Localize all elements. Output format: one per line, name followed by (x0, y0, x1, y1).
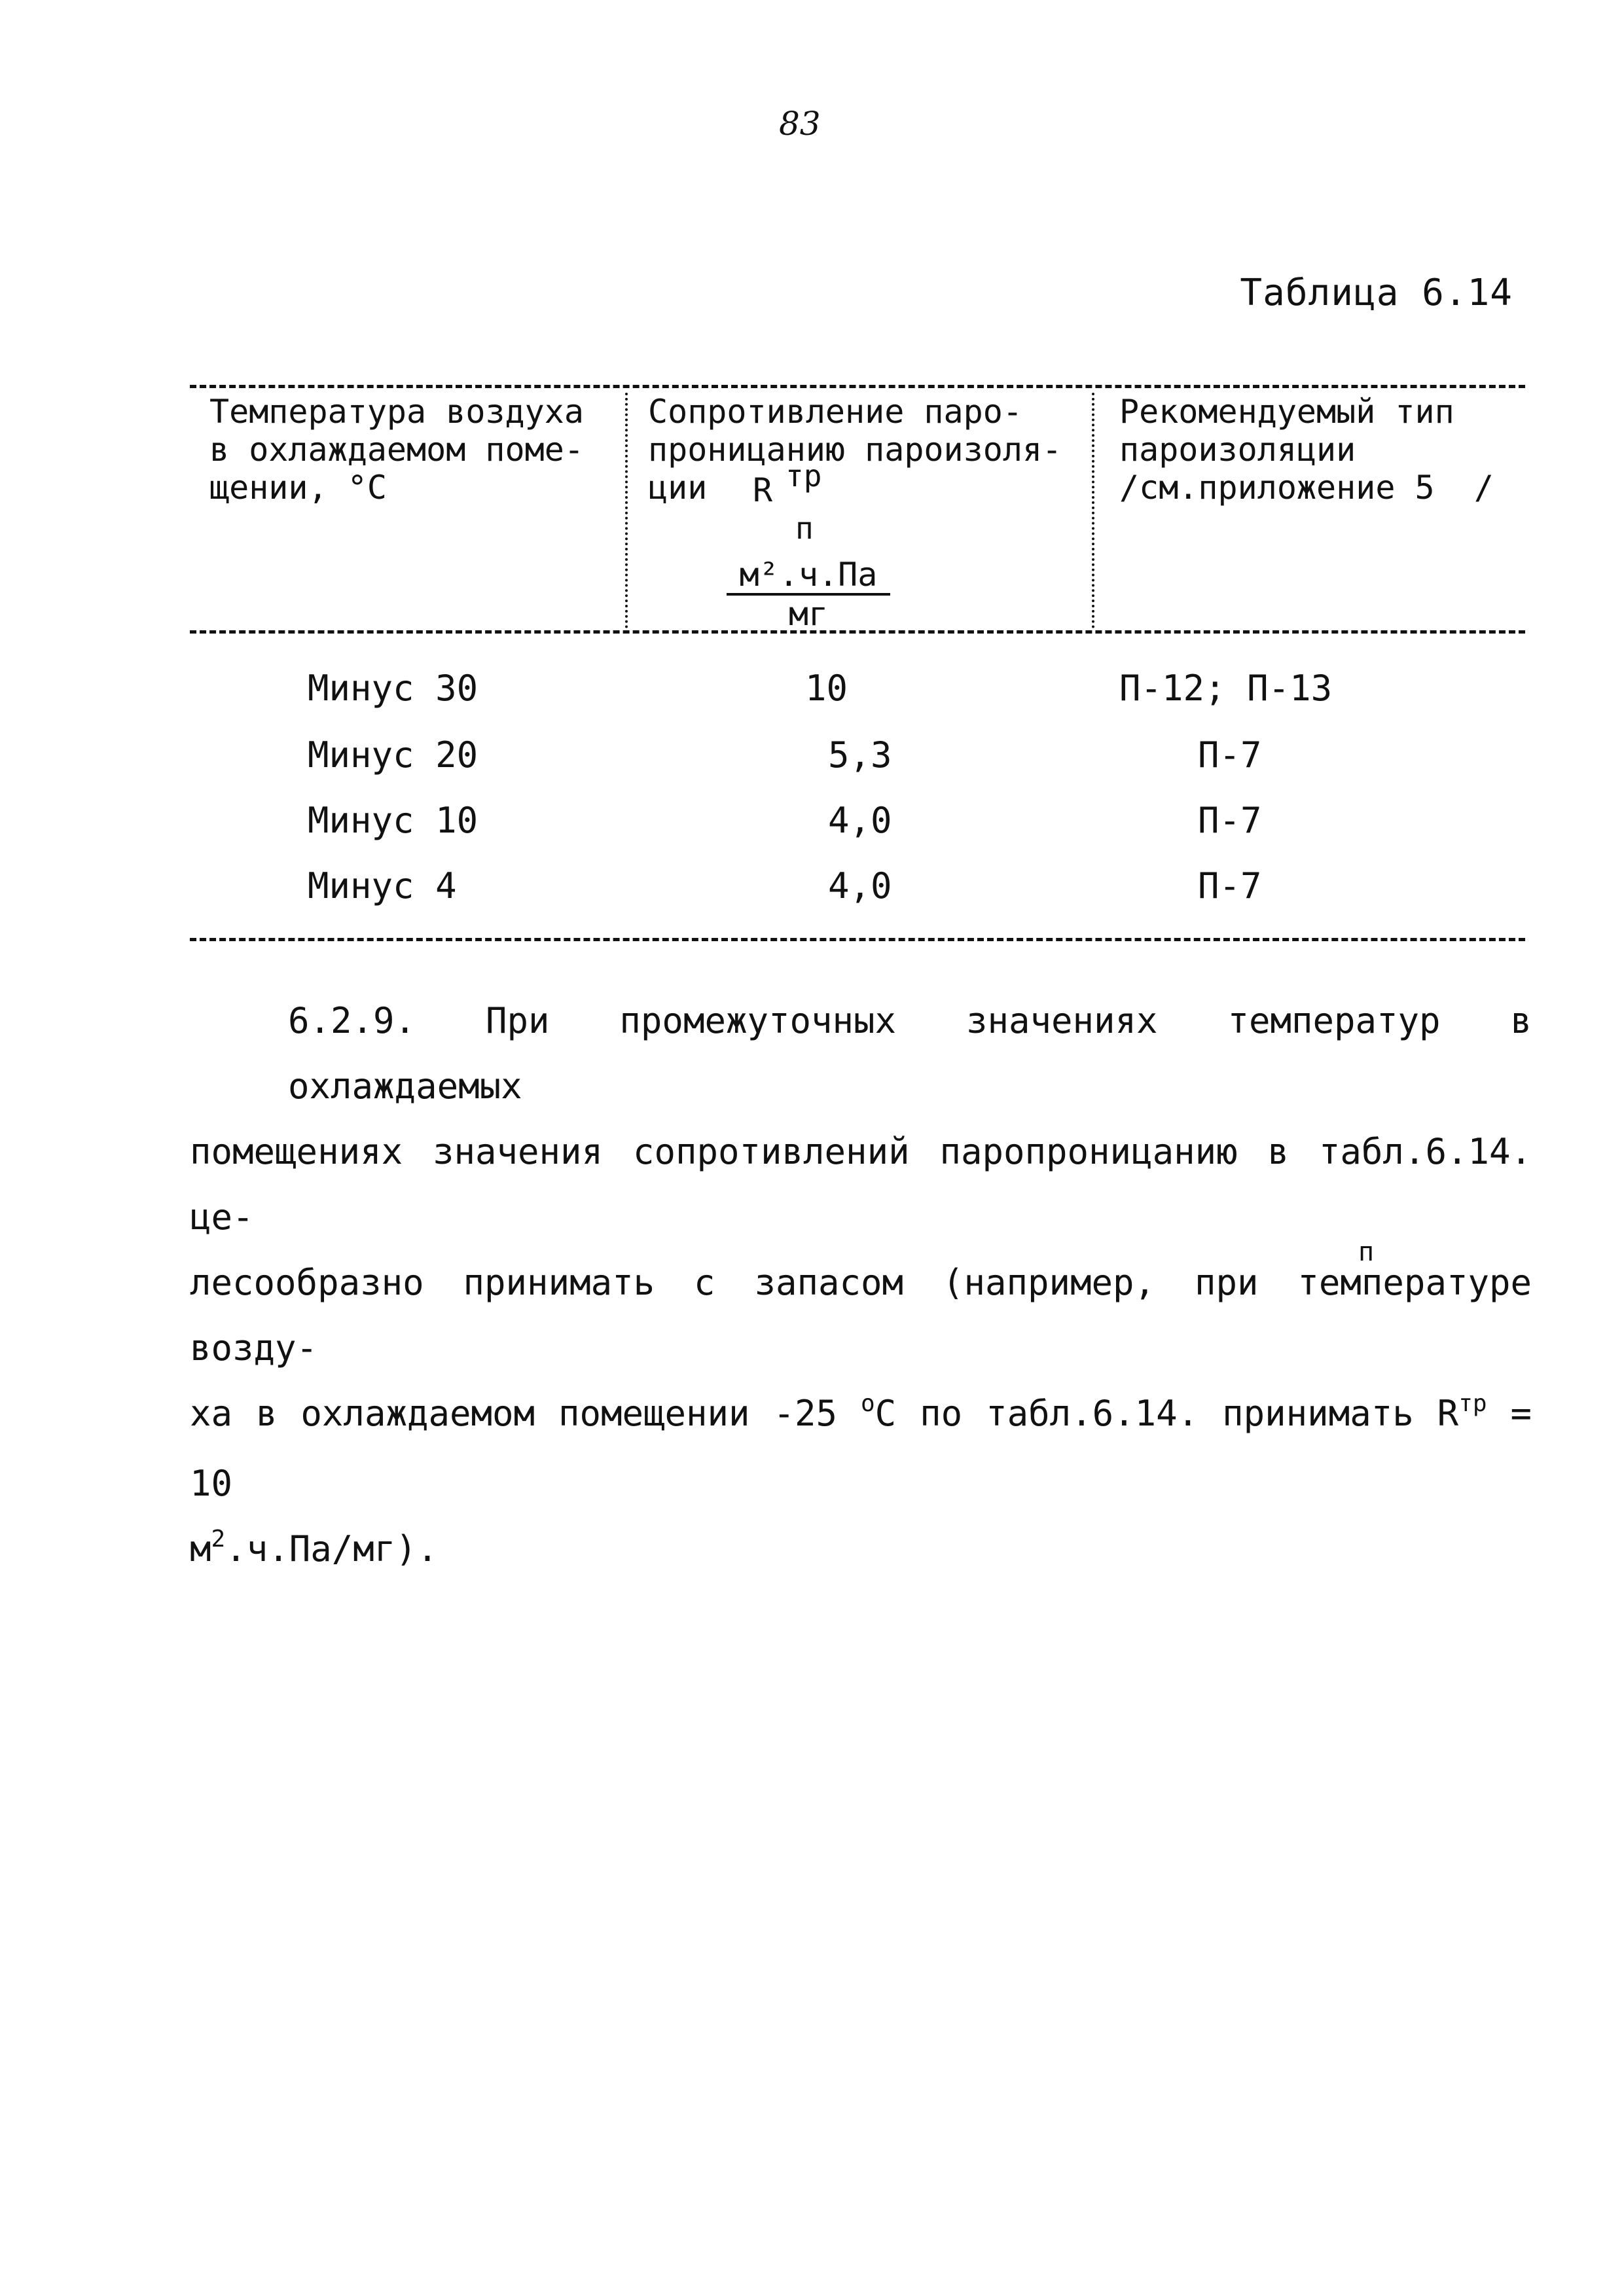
formula-subscript: п (1358, 1237, 1375, 1267)
table-bottom-rule (190, 938, 1525, 941)
header-resistance: Сопротивление паро- проницанию пароизоля- ции (648, 393, 1062, 507)
header-temperature: Температура воздуха в охлаждаемом поме- щении, °С (209, 393, 584, 507)
paragraph-line: лесообразно принимать с запасом (например, при температуре возду- (190, 1262, 1532, 1369)
table-cell-temperature: Минус 30 (308, 668, 478, 709)
page-number: 83 (779, 105, 821, 143)
unit-fraction (727, 556, 890, 632)
paragraph-line (190, 1516, 1532, 1587)
column-separator (625, 393, 628, 628)
table-caption: Таблица 6.14 (1240, 272, 1513, 314)
table-cell-resistance: 10 (805, 668, 848, 709)
paragraph-line: помещениях значения сопротивлений паропроницанию в табл.6.14. це- (190, 1131, 1532, 1238)
formula-superscript: тр (785, 458, 822, 493)
table-cell-temperature: Минус 10 (308, 800, 478, 841)
table-cell-type: П-7 (1198, 865, 1262, 906)
table-cell-resistance: 4,0 (828, 865, 892, 906)
formula-superscript: тр (1458, 1390, 1487, 1417)
paragraph-line (190, 1381, 1532, 1516)
paragraph-text: ха в охлаждаемом помещении -25 (190, 1393, 861, 1434)
table-cell-resistance: 5,3 (828, 734, 892, 776)
table-cell-type: П-7 (1198, 734, 1262, 776)
table-cell-temperature: Минус 4 (308, 865, 457, 906)
paragraph-text: .ч.Па/мг). (225, 1528, 439, 1570)
unit-numerator: м².ч.Па (727, 556, 890, 596)
table-cell-resistance: 4,0 (828, 800, 892, 841)
column-separator (1092, 393, 1094, 628)
paragraph-text: С по табл.6.14. принимать R (875, 1393, 1459, 1434)
table-top-rule (190, 385, 1525, 388)
header-insulation-type: Рекомендуемый тип пароизоляции /см.приложение 5 / (1119, 393, 1494, 507)
paragraph-text: м (190, 1528, 211, 1570)
square-superscript: 2 (211, 1526, 226, 1552)
paragraph-text: = 10 (190, 1393, 1532, 1504)
table-cell-temperature: Минус 20 (308, 734, 478, 776)
table-cell-type: П-7 (1198, 800, 1262, 841)
unit-denominator: мг (788, 595, 829, 633)
table-cell-type: П-12; П-13 (1119, 668, 1333, 709)
degree-superscript: о (860, 1390, 875, 1417)
formula-symbol: R (753, 471, 773, 509)
body-paragraph (190, 988, 1532, 1587)
paragraph-line: 6.2.9. При промежуточных значениях температур в охлаждаемых (288, 1000, 1532, 1107)
formula-subscript: п (795, 511, 814, 546)
